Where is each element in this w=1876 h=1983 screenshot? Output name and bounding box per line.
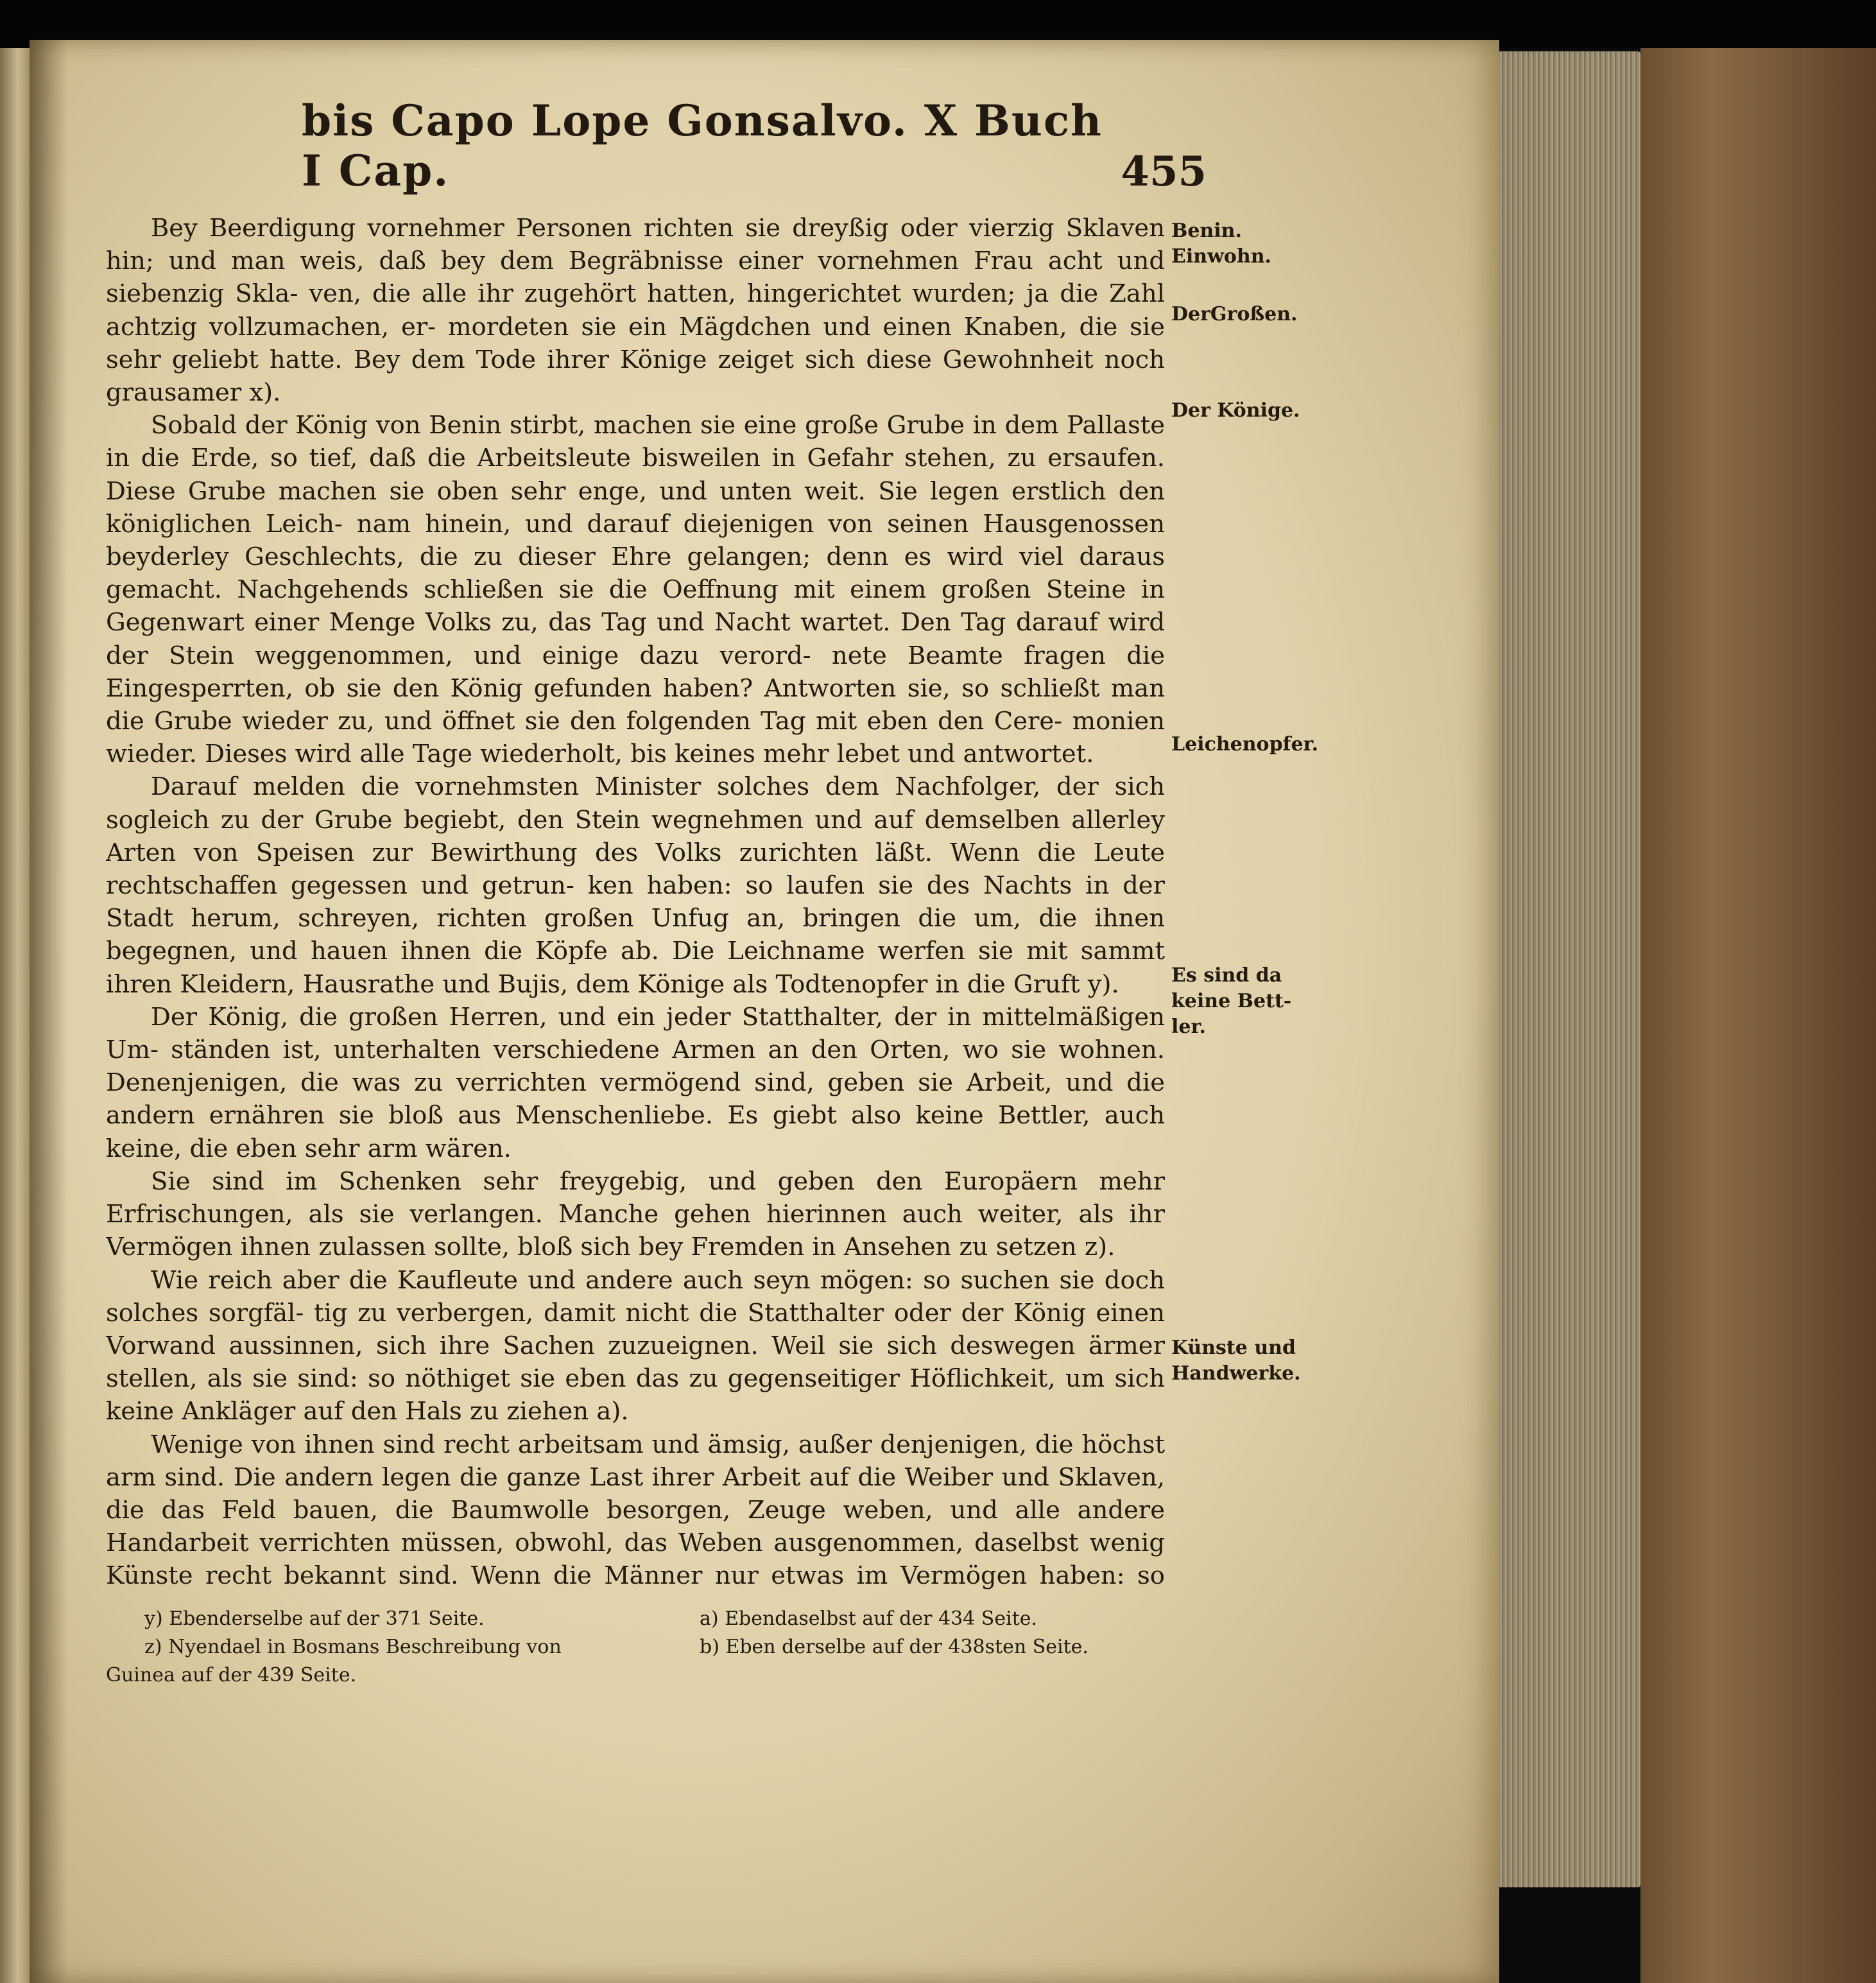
margin-note: DerGroßen. (1171, 303, 1298, 325)
main-text-column (106, 212, 1165, 1592)
margin-note: Es sind da keine Bett- ler. (1171, 964, 1292, 1038)
page-number: 455 (1121, 148, 1207, 196)
facing-page-edge (0, 48, 30, 1983)
footnote: a) Ebendaselbst auf der 434 Seite. (700, 1607, 1038, 1630)
running-header (302, 96, 1207, 196)
gutter-shadow (30, 40, 68, 1983)
footnote-continuation: Guinea auf der 439 Seite. (106, 1664, 357, 1686)
page-block-edges (1499, 51, 1640, 1887)
paragraph: Wenige von ihnen sind recht arbeitsam und ämsig, außer denjenigen, die höchst arm sind. Die andern legen die ganze Last ihrer Arbeit auf die Weiber und Sklaven, die das Feld bauen, die Baumwolle besorgen, Zeuge weben, und alle andere Handarbeit verrichten müssen, obwohl, das Weben ausgenommen, daselbst wenig Künste recht bekannt sind. Wenn die Männer nur etwas im Vermögen haben: so (106, 1430, 1165, 1591)
paragraph: Bey Beerdigung vornehmer Personen richten sie dreyßig oder vierzig Sklaven hin; und man weis, daß bey dem Begräbnisse einer vornehmen Frau acht und siebenzig Skla- ven, die alle ihr zugehört hatten, hingerichtet wurden; ja die Zahl achtzig vollzumachen, er- mordeten sie ein Mägdchen und einen Knaben, die sie sehr geliebt hatte. Bey dem Tode ihrer Könige zeiget sich diese Gewohnheit noch grausamer x). (106, 214, 1165, 408)
footnote: b) Eben derselbe auf der 438sten Seite. (700, 1636, 1089, 1658)
paragraph: Der König, die großen Herren, und ein jeder Statthalter, der in mittelmäßigen Um- ständen ist, unterhalten verschiedene Armen an den Orten, wo sie wohnen. Denenjenigen, die was zu verrichten vermögend sind, geben sie Arbeit, und die andern ernähren sie bloß aus Menschenliebe. Es giebt also keine Bettler, auch keine, die eben sehr arm wären. (106, 1002, 1165, 1163)
book-cover-edge (1640, 48, 1876, 1983)
running-title: bis Capo Lope Gonsalvo. X Buch I Cap. (302, 96, 1103, 196)
footnote: y) Ebenderselbe auf der 371 Seite. (144, 1607, 485, 1630)
margin-note: Leichenopfer. (1171, 733, 1319, 756)
paragraph: Sie sind im Schenken sehr freygebig, und geben den Europäern mehr Erfrischungen, als sie verlangen. Manche gehen hierinnen auch weiter, als ihr Vermögen ihnen zulassen sollte, bloß sich bey Fremden in Ansehen zu setzen z). (106, 1166, 1165, 1262)
paragraph: Wie reich aber die Kaufleute und andere auch seyn mögen: so suchen sie doch solches sorgfäl- tig zu verbergen, damit nicht die Statthalter oder der König einen Vorwand aussinnen, sich ihre Sachen zuzueignen. Weil sie sich deswegen ärmer stellen, als sie sind: so nöthiget sie eben das zu gegenseitiger Höflichkeit, um sich keine Ankläger auf den Hals zu ziehen a). (106, 1265, 1165, 1426)
paragraph: Darauf melden die vornehmsten Minister solches dem Nachfolger, der sich sogleich zu der Grube begiebt, den Stein wegnehmen und auf demselben allerley Arten von Speisen zur Bewirthung des Volks zurichten läßt. Wenn die Leute rechtschaffen gegessen und getrun- ken haben: so laufen sie des Nachts in der Stadt herum, schreyen, richten großen Unfug an, bringen die um, die ihnen begegnen, und hauen ihnen die Köpfe ab. Die Leichname werfen sie mit sammt ihren Kleidern, Hausrathe und Bujis, dem Könige als Todtenopfer in die Gruft y). (106, 772, 1165, 999)
footnotes-left-column (106, 1605, 610, 1695)
paragraph: Sobald der König von Benin stirbt, machen sie eine große Grube in dem Pallaste in die Erde, so tief, daß die Arbeitsleute bisweilen in Gefahr stehen, zu ersaufen. Diese Grube machen sie oben sehr enge, und unten weit. Sie legen erstlich den königlichen Leich- nam hinein, und darauf diejenigen von seinen Hausgenossen beyderley Geschlechts, die zu dieser Ehre gelangen; denn es wird viel daraus gemacht. Nachgehends schließen sie die Oeffnung mit einem großen Steine in Gegenwart einer Menge Volks zu, das Tag und Nacht wartet. Den Tag darauf wird der Stein weggenommen, und einige dazu verord- nete Beamte fragen die Eingesperrten, ob sie den König gefunden haben? Antworten sie, so schließt man die Grube wieder zu, und öffnet sie den folgenden Tag mit eben den Cere- monien wieder. Dieses wird alle Tage wiederholt, bis keines mehr lebet und antwortet. (106, 411, 1165, 769)
footnotes (106, 1605, 1165, 1695)
margin-note: Der Könige. (1171, 399, 1300, 422)
margin-note: Künste und Handwerke. (1171, 1337, 1301, 1385)
footnotes-right-column (661, 1605, 1165, 1695)
margin-note: Benin. Einwohn. (1171, 220, 1271, 268)
footnote: z) Nyendael in Bosmans Beschreibung von (144, 1636, 562, 1658)
